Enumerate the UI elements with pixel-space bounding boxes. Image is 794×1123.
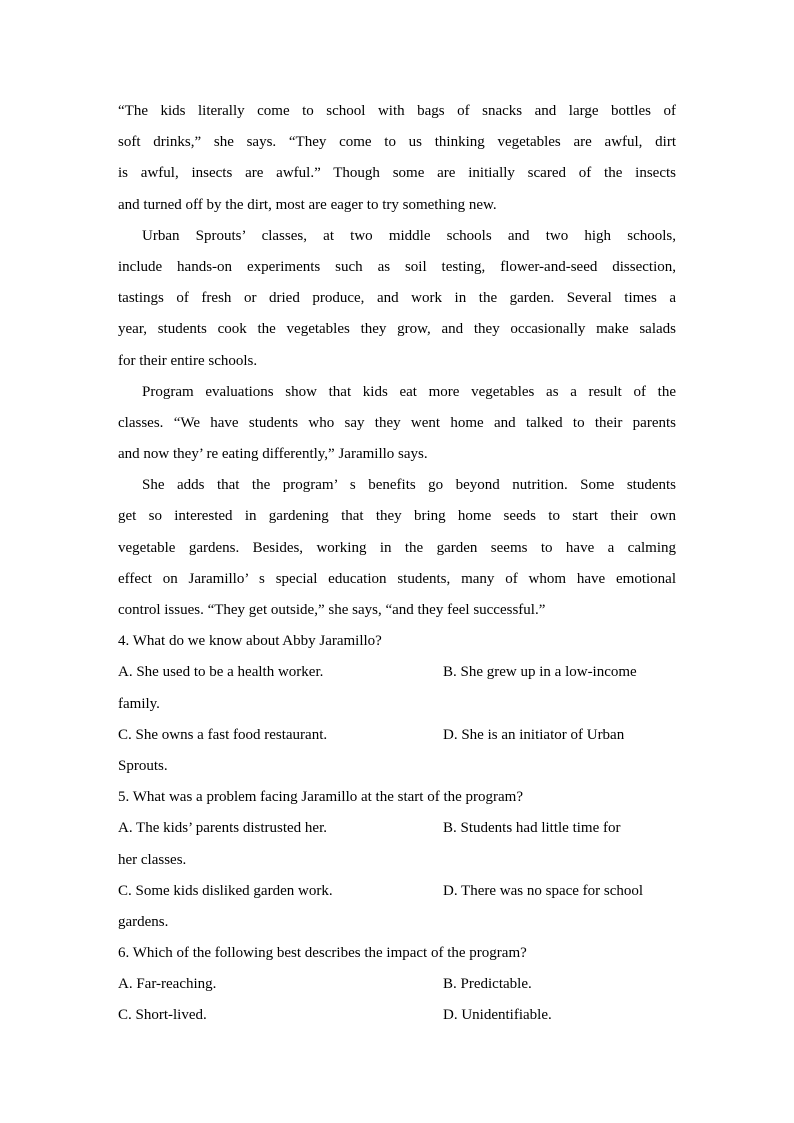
question-6-option-b: B. Predictable.: [443, 976, 532, 993]
question-5-option-row: [118, 813, 676, 844]
page-content: [118, 96, 676, 1032]
passage-line: get so interested in gardening that they bring home seeds to start their own: [118, 508, 676, 525]
passage-line: for their entire schools.: [118, 352, 258, 369]
question-5-option-d-continuation: gardens.: [118, 913, 169, 930]
question-5-option-a: A. The kids’ parents distrusted her.: [118, 820, 327, 837]
question-4-option-c: C. She owns a fast food restaurant.: [118, 726, 328, 743]
question-6-option-row: [118, 1000, 676, 1031]
question-6-option-c: C. Short-lived.: [118, 1007, 207, 1024]
passage-line: effect on Jaramillo’ s special education students, many of whom have emotional: [118, 570, 676, 587]
question-4-stem: 4. What do we know about Abby Jaramillo?: [118, 633, 382, 650]
question-5-option-d: D. There was no space for school: [443, 882, 644, 899]
question-6-option-d: D. Unidentifiable.: [443, 1007, 552, 1024]
question-5-stem: 5. What was a problem facing Jaramillo at the start of the program?: [118, 789, 523, 806]
question-4-option-d-continuation: Sprouts.: [118, 757, 168, 774]
passage-line: classes. “We have students who say they went home and talked to their parents: [118, 414, 676, 431]
passage-line: “The kids literally come to school with bags of snacks and large bottles of: [118, 103, 676, 119]
passage-line: control issues. “They get outside,” she says, “and they feel successful.”: [118, 602, 546, 618]
passage-line: Program evaluations show that kids eat more vegetables as a result of the: [142, 383, 676, 400]
question-6-option-row: [118, 969, 676, 1000]
question-5-option-b: B. Students had little time for: [443, 820, 621, 837]
question-4-option-b: B. She grew up in a low-income: [443, 664, 637, 681]
question-5-option-c: C. Some kids disliked garden work.: [118, 882, 333, 899]
passage-line: year, students cook the vegetables they grow, and they occasionally make salads: [118, 321, 676, 338]
passage-line: She adds that the program’ s benefits go beyond nutrition. Some students: [142, 477, 676, 494]
passage-line: is awful, insects are awful.” Though some are initially scared of the insects: [118, 165, 676, 182]
question-4-option-b-continuation: family.: [118, 695, 160, 712]
question-5-option-b-continuation: her classes.: [118, 851, 187, 868]
question-4-option-row: [118, 657, 676, 688]
question-5-option-row: [118, 876, 676, 907]
passage-line: tastings of fresh or dried produce, and work in the garden. Several times a: [118, 290, 676, 307]
question-6-option-a: A. Far-reaching.: [118, 976, 217, 993]
question-4-option-a: A. She used to be a health worker.: [118, 664, 324, 681]
passage-line: and now they’ re eating differently,” Jaramillo says.: [118, 446, 428, 463]
passage-line: Urban Sprouts’ classes, at two middle schools and two high schools,: [142, 227, 676, 244]
passage-line: include hands-on experiments such as soil testing, flower-and-seed dissection,: [118, 258, 676, 275]
question-6-stem: 6. Which of the following best describes the impact of the program?: [118, 945, 527, 962]
question-4-option-d: D. She is an initiator of Urban: [443, 726, 625, 743]
passage-line: and turned off by the dirt, most are eager to try something new.: [118, 196, 497, 213]
passage-line: soft drinks,” she says. “They come to us thinking vegetables are awful, dirt: [118, 134, 676, 151]
question-4-option-row: [118, 720, 676, 751]
passage-line: vegetable gardens. Besides, working in the garden seems to have a calming: [118, 539, 676, 556]
